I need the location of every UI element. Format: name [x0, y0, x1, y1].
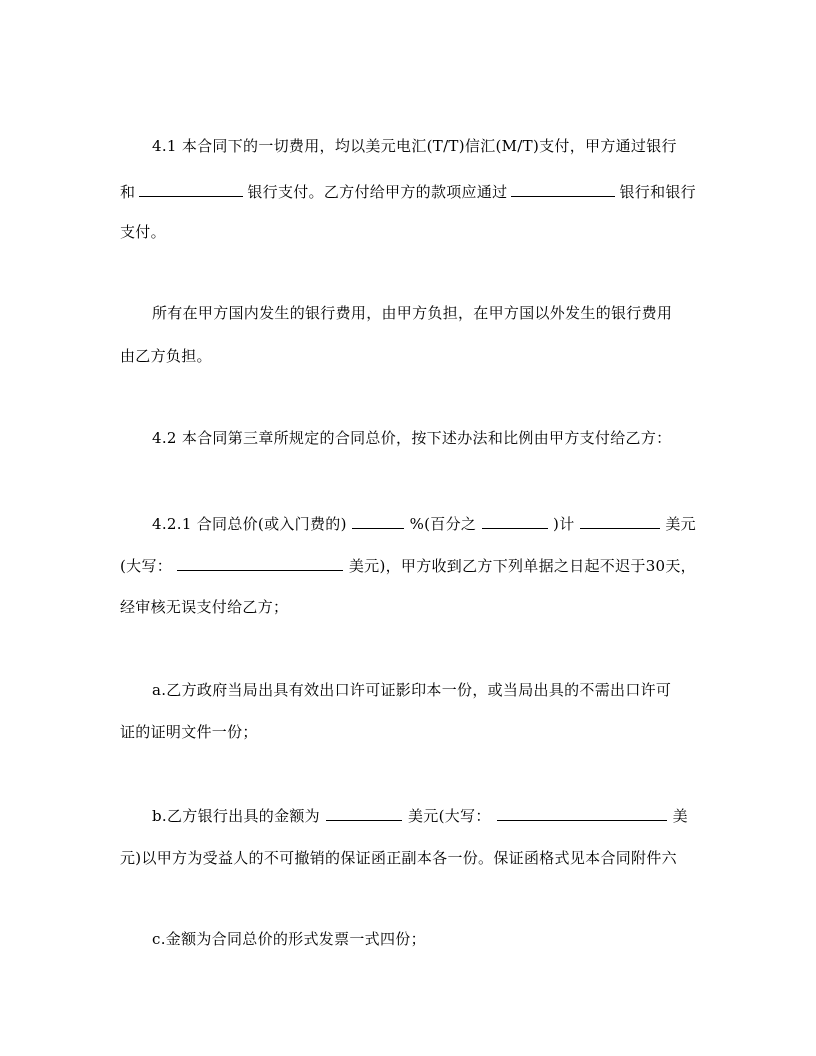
section-4-2-1-line-1 [152, 512, 696, 534]
section-4-2-1-text-e: (大写： [120, 557, 173, 575]
section-4-1-text-and: 和 [120, 183, 136, 201]
section-4-2-1-text-b: %(百分之 [409, 515, 477, 533]
percent-blank[interactable] [352, 512, 404, 529]
section-4-1-text: 4.1 本合同下的一切费用，均以美元电汇(T/T)信汇(M/T)支付，甲方通过银行 [152, 137, 677, 155]
item-c-line-1 [152, 929, 426, 949]
section-4-2-1-line-3 [120, 597, 288, 617]
section-4-2-1-text-g: 经审核无误支付给乙方； [120, 598, 289, 616]
item-a-text-end: 证的证明文件一份； [120, 723, 258, 741]
item-b-text-a: b.乙方银行出具的金额为 [152, 807, 320, 825]
guarantee-amount-blank[interactable] [326, 804, 402, 821]
guarantee-words-blank[interactable] [497, 804, 667, 821]
bank-name-blank-1[interactable] [139, 180, 243, 197]
bank-fees-text-end: 由乙方负担。 [120, 347, 212, 365]
section-4-2-line-1 [152, 428, 671, 448]
item-a-text: a.乙方政府当局出具有效出口许可证影印本一份，或当局出具的不需出口许可 [152, 681, 672, 699]
item-c-text: c.金额为合同总价的形式发票一式四份； [152, 930, 426, 948]
section-4-2-1-text-f: 美元)，甲方收到乙方下列单据之日起不迟于30天， [348, 557, 696, 575]
bank-fees-line-2 [120, 346, 212, 366]
section-4-1-line-1 [152, 136, 677, 156]
bank-fees-text: 所有在甲方国内发生的银行费用，由甲方负担，在甲方国以外发生的银行费用 [152, 304, 673, 322]
section-4-2-1-text-c: )计 [553, 515, 575, 533]
item-b-text-b: 美元(大写： [407, 807, 491, 825]
item-a-line-1 [152, 680, 671, 700]
section-4-1-text-pay: 支付。 [120, 223, 166, 241]
section-4-1-text-mid: 银行支付。乙方付给甲方的款项应通过 [247, 183, 508, 201]
section-4-2-1-text-d: 美元 [665, 515, 696, 533]
item-a-line-2 [120, 722, 258, 742]
bank-name-blank-2[interactable] [511, 180, 615, 197]
item-b-line-1 [152, 804, 688, 826]
amount-blank[interactable] [580, 512, 660, 529]
section-4-2-text: 4.2 本合同第三章所规定的合同总价，按下述办法和比例由甲方支付给乙方： [152, 429, 672, 447]
amount-words-blank[interactable] [177, 554, 343, 571]
section-4-2-1-line-2 [120, 554, 696, 576]
item-b-text-d: 元)以甲方为受益人的不可撤销的保证函正副本各一份。保证函格式见本合同附件六 [120, 849, 677, 867]
percent-words-blank[interactable] [482, 512, 548, 529]
section-4-1-line-2 [120, 180, 696, 202]
item-b-text-c: 美 [672, 807, 688, 825]
item-b-line-2 [120, 848, 696, 868]
section-4-2-1-text-a: 4.2.1 合同总价(或入门费的) [152, 515, 347, 533]
bank-fees-line-1 [152, 303, 672, 323]
section-4-1-line-3 [120, 222, 166, 242]
section-4-1-text-end: 银行和银行 [619, 183, 696, 201]
